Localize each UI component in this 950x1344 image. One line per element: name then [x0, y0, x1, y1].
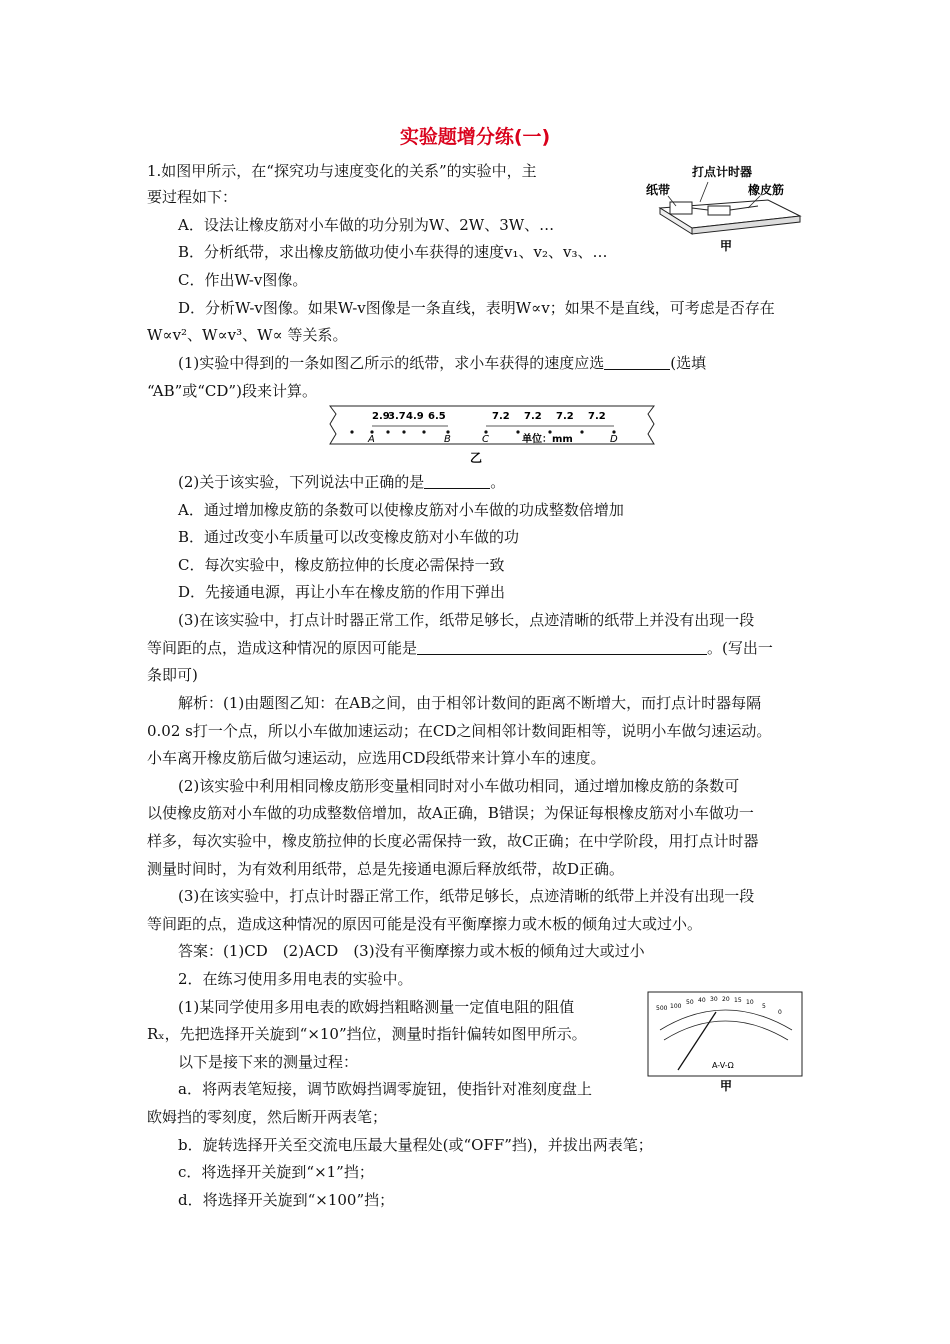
text-line: 。: [490, 473, 506, 491]
option-a: A．通过增加橡皮筋的条数可以使橡皮筋对小车做的功成整数倍增加: [178, 501, 624, 519]
scale-15: 15: [734, 997, 742, 1004]
step-a: a．将两表笔短接，调节欧姆挡调零旋钮，使指针对准刻度盘上: [178, 1080, 592, 1098]
step-b: b．旋转选择开关至交流电压最大量程处(或“OFF”挡)，并拔出两表笔；: [178, 1136, 653, 1154]
unit-label: 单位：mm: [522, 434, 573, 445]
text-line: (1)实验中得到的一条如图乙所示的纸带，求小车获得的速度应选: [178, 354, 605, 372]
analysis-line: 解析：(1)由题图乙知：在AB之间，由于相邻计数间的距离不断增大，而打点计时器每隔: [178, 694, 762, 712]
option-d: D．分析W-v图像。如果W-v图像是一条直线，表明W∝v；如果不是直线，可考虑是否存在: [178, 299, 775, 317]
analysis-line: (2)该实验中利用相同橡皮筋形变量相同时对小车做功相同，通过增加橡皮筋的条数可: [178, 777, 740, 795]
scale-40: 40: [698, 997, 706, 1004]
option-b: B．分析纸带，求出橡皮筋做功使小车获得的速度v₁、v₂、v₃、…: [178, 243, 608, 261]
scale-0: 0: [778, 1009, 782, 1016]
analysis-line: 等间距的点，造成这种情况的原因可能是没有平衡摩擦力或木板的倾角过大或过小。: [147, 915, 703, 933]
figure-apparatus: [640, 160, 810, 255]
caption-fig1: 甲: [720, 239, 733, 253]
point-c: C: [482, 434, 489, 445]
option-c: C．每次实验中，橡皮筋拉伸的长度必需保持一致: [178, 556, 505, 574]
text-line: (选填: [670, 354, 707, 372]
question-1-1: [178, 353, 706, 373]
text-line: (1)某同学使用多用电表的欧姆挡粗略测量一定值电阻的阻值: [178, 998, 575, 1016]
question-1-2: [178, 472, 505, 492]
option-b: B．通过改变小车质量可以改变橡皮筋对小车做的功: [178, 528, 520, 546]
dial-label: A-V-Ω: [712, 1061, 734, 1070]
figure-multimeter: [646, 990, 806, 1094]
option-c: C．作出W-v图像。: [178, 271, 308, 289]
text-line: 1.如图甲所示，在“探究功与速度变化的关系”的实验中，主: [147, 162, 537, 180]
label-rubber: 橡皮筋: [748, 183, 785, 197]
scale-5: 5: [762, 1003, 766, 1010]
analysis-line: 样多，每次实验中，橡皮筋拉伸的长度必需保持一致，故C正确；在中学阶段，用打点计时器: [147, 832, 759, 850]
analysis-line: 0.02 s打一个点，所以小车做加速运动；在CD之间相邻计数间距相等，说明小车做匀速运动。: [147, 722, 772, 740]
seg-8: 7.2: [588, 411, 606, 422]
text-line: Rₓ，先把选择开关旋到“×10”挡位，测量时指针偏转如图甲所示。: [147, 1025, 587, 1043]
question-2: 2．在练习使用多用电表的实验中。: [178, 970, 413, 988]
label-timer: 打点计时器: [692, 165, 753, 179]
option-d: D．先接通电源，再让小车在橡皮筋的作用下弹出: [178, 583, 506, 601]
text-line: 要过程如下：: [147, 188, 238, 206]
caption-fig2: 乙: [470, 451, 483, 464]
figure-paper-tape: [322, 404, 662, 464]
analysis-line: 测量时间时，为有效利用纸带，总是先接通电源后释放纸带，故D正确。: [147, 860, 625, 878]
seg-2: 3.7: [388, 411, 406, 422]
answer-blank[interactable]: [417, 640, 707, 655]
step-d: d．将选择开关旋到“×100”挡；: [178, 1191, 395, 1209]
question-1-3: (3)在该实验中，打点计时器正常工作，纸带足够长，点迹清晰的纸带上并没有出现一段: [178, 611, 755, 629]
text-line: 等间距的点，造成这种情况的原因可能是: [147, 639, 418, 657]
scale-10: 10: [746, 999, 754, 1006]
label-paper: 纸带: [646, 183, 671, 197]
seg-6: 7.2: [524, 411, 542, 422]
text-line: (2)关于该实验，下列说法中正确的是: [178, 473, 425, 491]
option-a: A．设法让橡皮筋对小车做的功分别为W、2W、3W、…: [178, 216, 555, 234]
text-line: 以下是接下来的测量过程：: [178, 1053, 359, 1071]
answer-blank[interactable]: [424, 474, 490, 489]
analysis-line: (3)在该实验中，打点计时器正常工作，纸带足够长，点迹清晰的纸带上并没有出现一段: [178, 887, 755, 905]
seg-7: 7.2: [556, 411, 574, 422]
text-line: “AB”或“CD”)段来计算。: [147, 382, 317, 400]
analysis-line: 小车离开橡皮筋后做匀速运动，应选用CD段纸带来计算小车的速度。: [147, 749, 606, 767]
scale-50: 50: [686, 999, 694, 1006]
seg-1: 2.9: [372, 411, 390, 422]
question-1-3-cont: [147, 638, 773, 658]
text-line: 。(写出一: [707, 639, 773, 657]
text-line: 条即可): [147, 666, 198, 684]
scale-500: 500: [656, 1005, 668, 1012]
answer-blank[interactable]: [604, 355, 670, 370]
text-line: 欧姆挡的零刻度，然后断开两表笔；: [147, 1108, 388, 1126]
page-title: 实验题增分练(一): [399, 126, 551, 148]
text-line: W∝v²、W∝v³、W∝ 等关系。: [147, 326, 348, 344]
scale-30: 30: [710, 996, 718, 1003]
point-a: A: [368, 434, 375, 445]
caption-fig3: 甲: [720, 1079, 733, 1093]
point-b: B: [444, 434, 451, 445]
seg-4: 6.5: [428, 411, 446, 422]
answer-line: 答案：(1)CD (2)ACD (3)没有平衡摩擦力或木板的倾角过大或过小: [178, 942, 645, 960]
analysis-line: 以使橡皮筋对小车做的功成整数倍增加，故A正确，B错误；为保证每根橡皮筋对小车做功一: [147, 804, 754, 822]
seg-5: 7.2: [492, 411, 510, 422]
scale-100: 100: [670, 1003, 682, 1010]
scale-20: 20: [722, 996, 730, 1003]
seg-3: 4.9: [406, 411, 424, 422]
step-c: c．将选择开关旋到“×1”挡；: [178, 1163, 374, 1181]
point-d: D: [610, 434, 618, 445]
